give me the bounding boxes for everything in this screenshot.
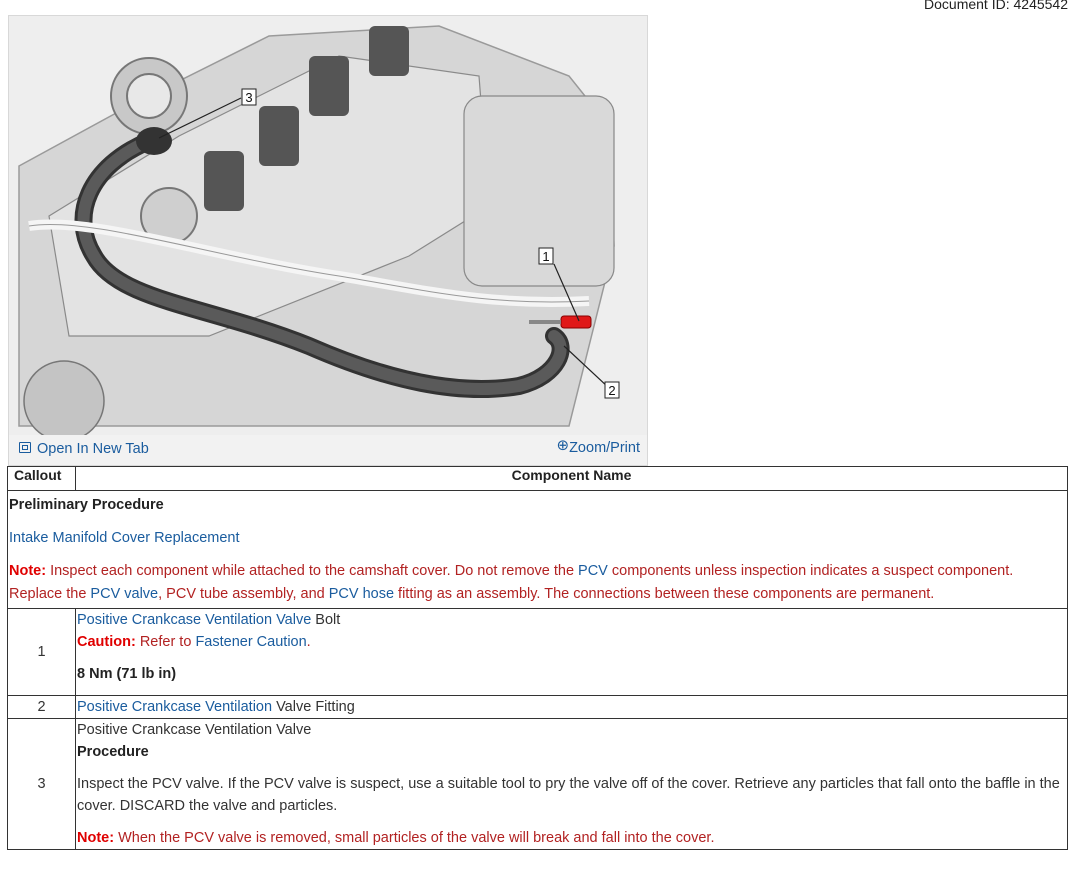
component-name-rest: Bolt <box>311 612 341 628</box>
component-cell <box>76 609 1068 696</box>
zoom-print-link[interactable] <box>557 438 641 456</box>
note-text: When the PCV valve is removed, small particles of the valve will break and fall into the cover. <box>114 830 715 846</box>
callout-header: Callout <box>8 467 76 491</box>
note-text: Inspect each component while attached to the camshaft cover. Do not remove the <box>46 563 579 579</box>
component-cell <box>76 696 1068 719</box>
zoom-print-label: Zoom/Print <box>569 440 640 456</box>
preliminary-row <box>8 491 1068 609</box>
note-link[interactable]: PCV valve <box>90 586 159 602</box>
new-tab-icon <box>19 442 31 453</box>
table-row <box>8 696 1068 719</box>
caution-end: . <box>306 634 311 650</box>
note-label: Note: <box>9 563 47 579</box>
pcv-link[interactable]: Positive Crankcase Ventilation <box>77 699 273 715</box>
document-id: Document ID: 4245542 <box>924 0 1068 12</box>
component-name-header: Component Name <box>76 467 1068 491</box>
torque-spec: 8 Nm (71 lb in) <box>77 666 177 682</box>
fastener-caution-link[interactable]: Fastener Caution <box>195 634 307 650</box>
note-text: components unless inspection indicates a suspect component. Replace the <box>9 563 1014 602</box>
intake-manifold-link[interactable]: Intake Manifold Cover Replacement <box>9 530 240 546</box>
engine-illustration <box>9 16 647 436</box>
component-name-rest: Valve Fitting <box>272 699 355 715</box>
note-text: fitting as an assembly. The connections between these components are permanent. <box>394 586 935 602</box>
preliminary-cell <box>8 491 1068 609</box>
callout-number: 2 <box>8 696 76 719</box>
component-cell <box>76 719 1068 850</box>
open-in-new-tab-label: Open In New Tab <box>37 441 149 457</box>
caution-label: Caution: <box>77 634 136 650</box>
note-text: , PCV tube assembly, and <box>158 586 329 602</box>
component-table <box>7 466 1068 850</box>
table-row <box>8 719 1068 850</box>
table-header-row <box>8 467 1068 491</box>
callout-3-marker: 3 <box>245 90 253 105</box>
preliminary-note <box>9 560 1066 606</box>
pcv-valve-link[interactable]: Positive Crankcase Ventilation Valve <box>77 612 312 628</box>
zoom-icon: ⊕ <box>556 437 570 454</box>
caution-text: Refer to <box>135 634 196 650</box>
figure-toolbar <box>9 435 647 465</box>
callout-number: 1 <box>8 609 76 696</box>
callout-2-marker: 2 <box>608 383 616 398</box>
table-row <box>8 609 1068 696</box>
callout-1-marker: 1 <box>542 249 550 264</box>
component-name: Positive Crankcase Ventilation Valve <box>77 722 312 738</box>
open-in-new-tab-link[interactable] <box>19 441 149 457</box>
procedure-text: Inspect the PCV valve. If the PCV valve is suspect, use a suitable tool to pry the valve off of the cover. Retrieve any particles that fall onto the baffle in the cover. DISCARD the valve and particles. <box>77 776 1060 814</box>
note-link[interactable]: PCV hose <box>328 586 395 602</box>
procedure-heading: Procedure <box>77 744 149 760</box>
preliminary-heading: Preliminary Procedure <box>9 497 164 513</box>
engine-figure <box>8 15 648 466</box>
callout-number: 3 <box>8 719 76 850</box>
note-link[interactable]: PCV <box>578 563 608 579</box>
note-label: Note: <box>77 830 115 846</box>
